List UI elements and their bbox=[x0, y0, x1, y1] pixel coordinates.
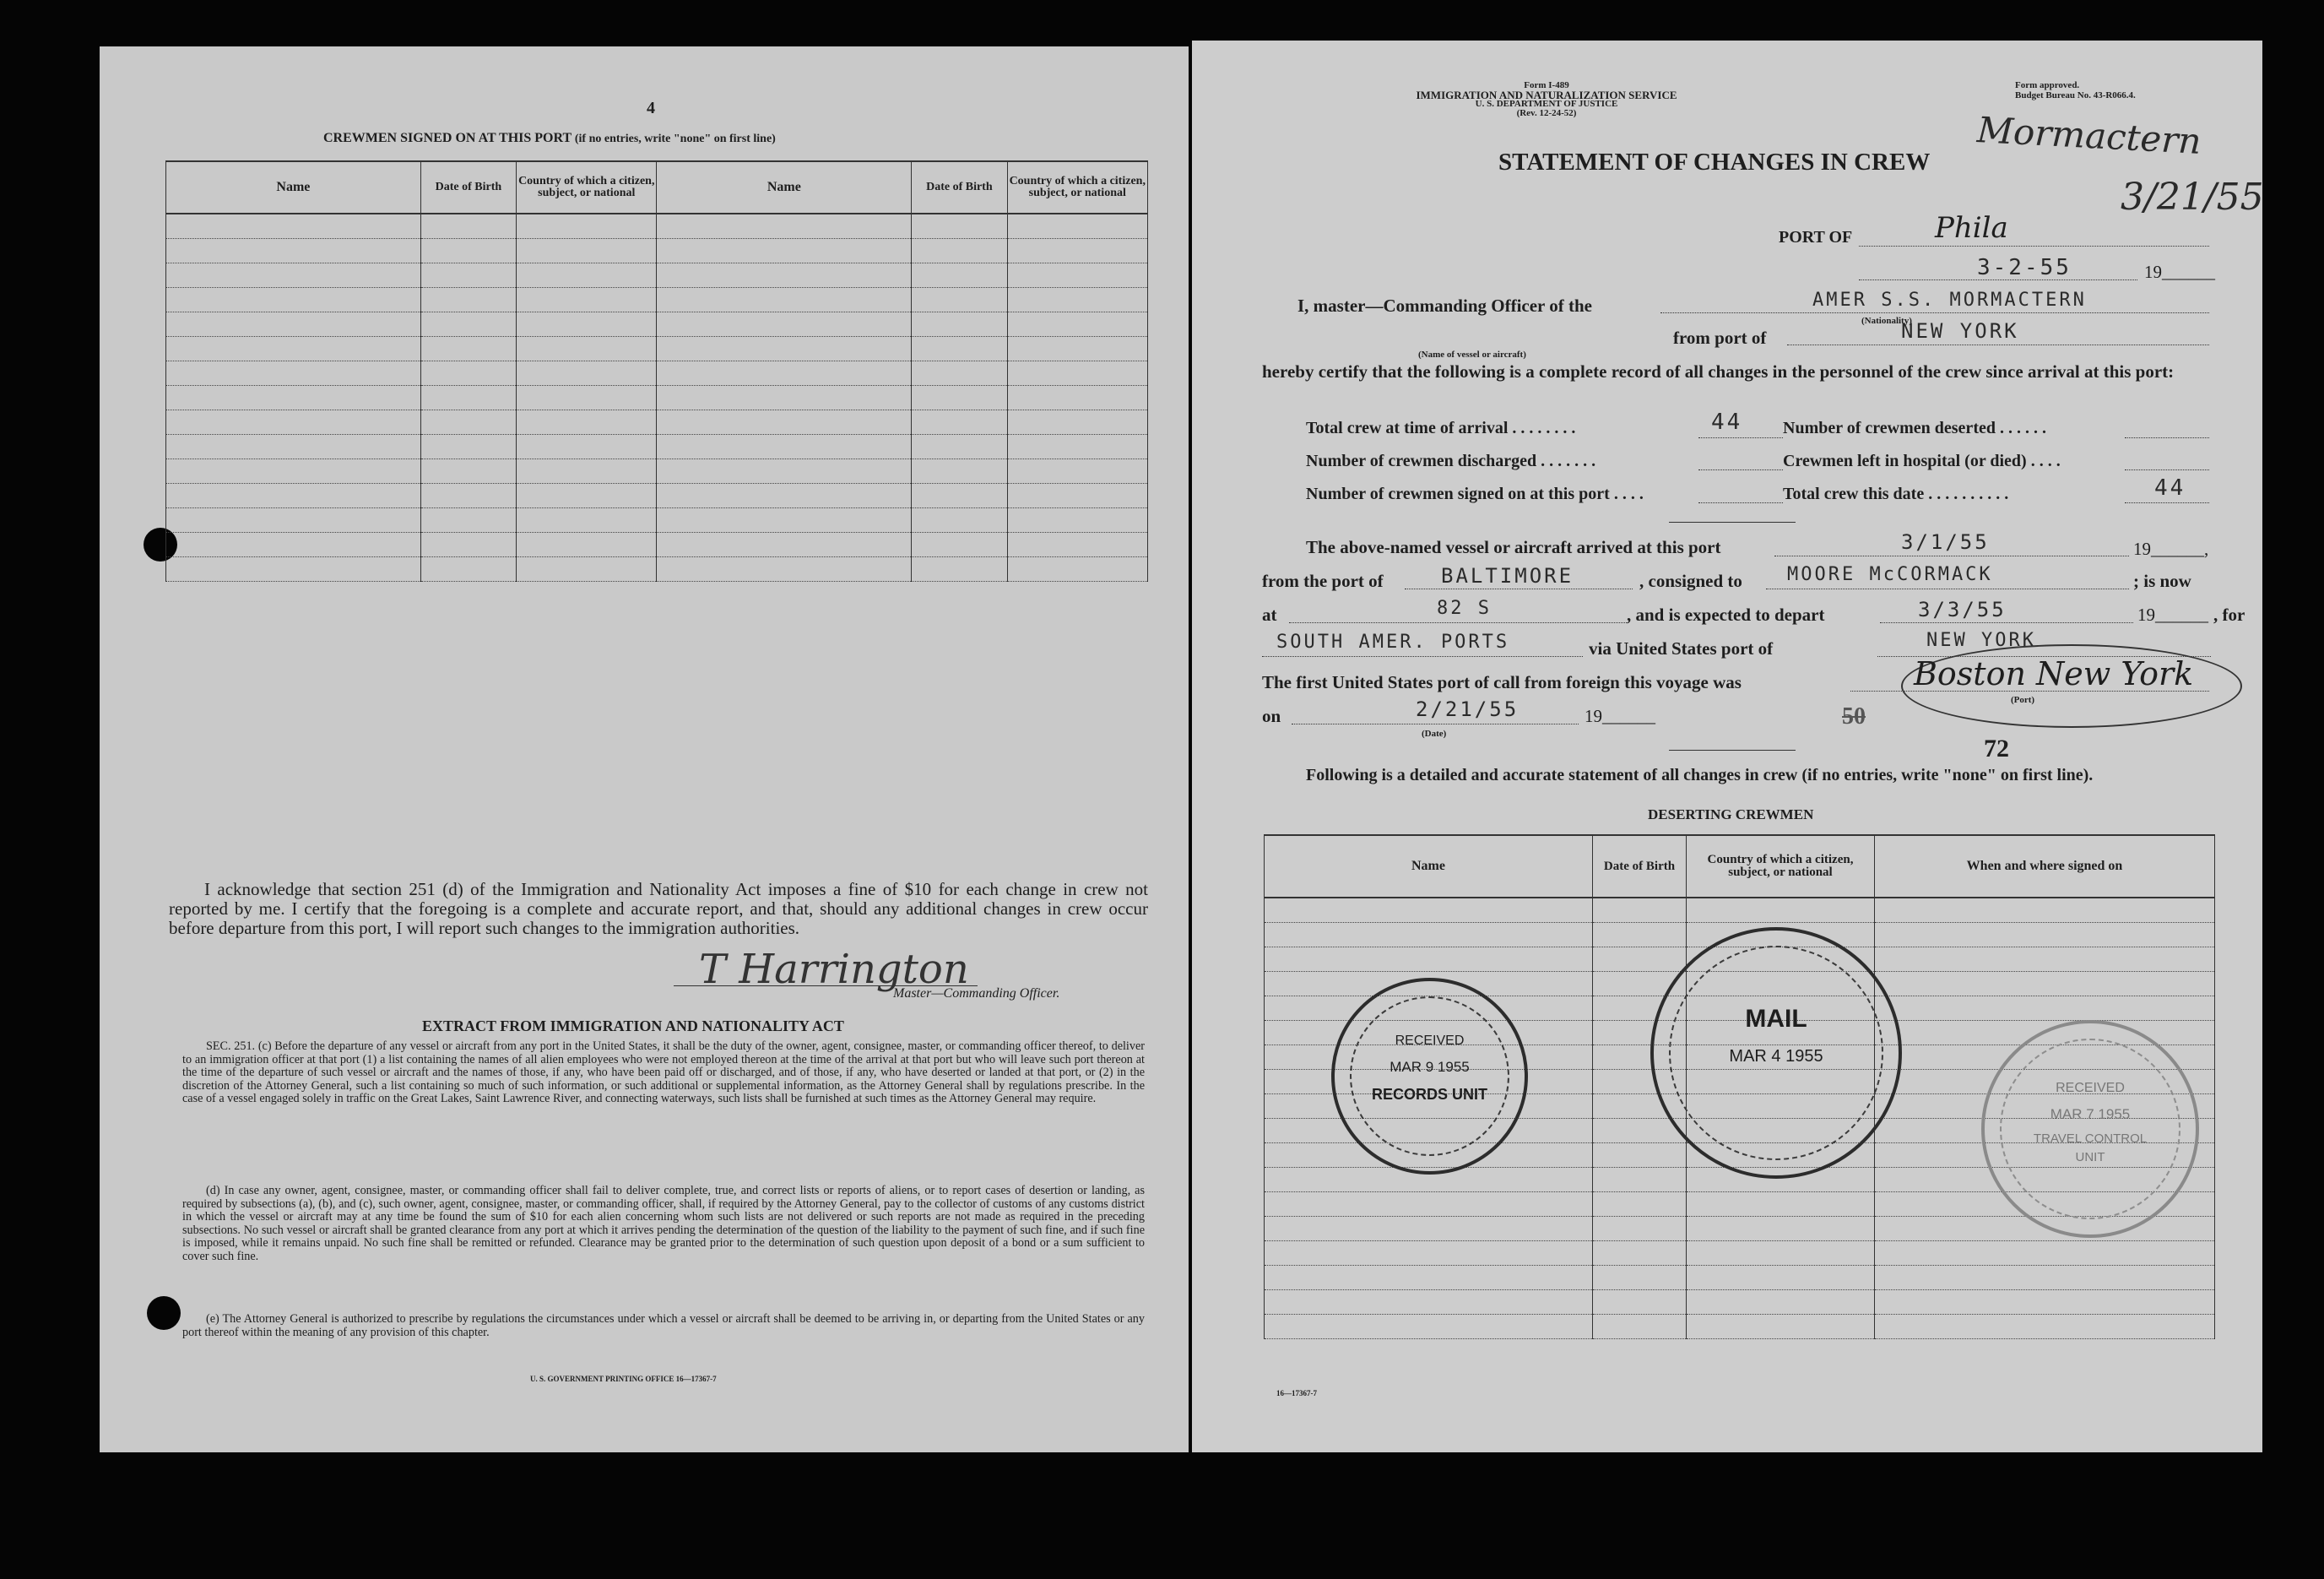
table-cell bbox=[1265, 1266, 1593, 1290]
hospital-text: Crewmen left in hospital (or died) bbox=[1783, 452, 2027, 470]
table-cell bbox=[1593, 923, 1687, 947]
certify-text: hereby certify that the following is a complete record of all changes in the personnel of the crew since arrival at this port: bbox=[1262, 361, 2175, 382]
table-cell bbox=[1593, 1217, 1687, 1241]
table-cell bbox=[657, 337, 912, 361]
vessel-value: AMER S.S. MORMACTERN bbox=[1812, 290, 2087, 311]
table-cell bbox=[166, 312, 421, 337]
table-row bbox=[1265, 1241, 2215, 1266]
table-cell bbox=[1265, 947, 1593, 972]
table-cell bbox=[420, 459, 516, 484]
extract-title: EXTRACT FROM IMMIGRATION AND NATIONALITY ACT bbox=[422, 1017, 844, 1034]
column-header: Date of Birth bbox=[912, 161, 1007, 214]
via-label: via United States port of bbox=[1589, 638, 1774, 659]
table-cell bbox=[1875, 996, 2215, 1021]
column-header: When and where signed on bbox=[1875, 835, 2215, 898]
column-header: Date of Birth bbox=[420, 161, 516, 214]
table-cell bbox=[1687, 1241, 1875, 1266]
discharged-line bbox=[1698, 469, 1783, 470]
column-header: Country of which a citizen, subject, or national bbox=[1007, 161, 1147, 214]
table-row bbox=[166, 288, 1148, 312]
table-cell bbox=[657, 459, 912, 484]
table-cell bbox=[912, 337, 1007, 361]
stamp-date: MAR 7 1955 bbox=[2050, 1106, 2131, 1122]
stamp-unit: UNIT bbox=[2075, 1150, 2105, 1164]
table-cell bbox=[1007, 361, 1147, 386]
table-cell bbox=[517, 288, 657, 312]
table-row bbox=[166, 410, 1148, 435]
table-cell bbox=[1687, 898, 1875, 923]
table-cell bbox=[1265, 923, 1593, 947]
on-value: 2/21/55 bbox=[1416, 697, 1520, 721]
at-line bbox=[1289, 622, 1627, 623]
is-now-label: ; is now bbox=[2133, 571, 2191, 591]
table-cell bbox=[517, 312, 657, 337]
section-251d: (d) In case any owner, agent, consignee, master, or commanding officer shall fail to deliver complete, true, and correct lists or reports of aliens, or to report cases of desertion or landing, as required by subsections (a), (b), and (c), such owner, agent, consignee, master, or commanding officer, shall, if required by the Attorney General, pay to the collector of customs of any customs district in which the vessel or aircraft may at any time be found the sum of $10 for each alien concerning whom such lists are not delivered or such reports are not made as required in the preceding subsections. No such vessel or aircraft shall be granted clearance from any port at which it arrives pending the determination of the question of the liability to the payment of such fine, and if such fine is imposed, while it remains unpaid. No such fine shall be remitted or refunded. Clearance may be granted prior to the determination of such question upon deposit of a bond or a sum sufficient to cover such fine. bbox=[182, 1184, 1145, 1263]
table-cell bbox=[517, 337, 657, 361]
table-cell bbox=[912, 361, 1007, 386]
table-cell bbox=[517, 435, 657, 459]
form-header bbox=[1395, 81, 1698, 118]
from-port-label: from port of bbox=[1673, 328, 1767, 348]
table-cell bbox=[912, 557, 1007, 582]
nineteen-text: 19 bbox=[1585, 706, 1602, 726]
stamp-date: MAR 9 1955 bbox=[1390, 1059, 1470, 1075]
arrived-value: 3/1/55 bbox=[1901, 530, 1990, 554]
table-cell bbox=[657, 557, 912, 582]
port-of-line bbox=[1859, 246, 2209, 247]
page-number: 4 bbox=[647, 99, 655, 117]
nineteen-text: 19 bbox=[2133, 539, 2151, 559]
discharged-label: Number of crewmen discharged . . . . . . . bbox=[1306, 452, 1596, 470]
punch-hole bbox=[147, 1296, 181, 1330]
from-port-value: NEW YORK bbox=[1901, 319, 2019, 343]
acknowledgement-text: I acknowledge that section 251 (d) of the Immigration and Nationality Act imposes a fine of $10 for each change in crew not reported by me. I certify that the foregoing is a complete and accurate report, and that, should any additional changes in crew occur before departure from this port, I will report such changes to the immigration authorities. bbox=[169, 879, 1148, 938]
table-cell bbox=[912, 386, 1007, 410]
table-cell bbox=[1875, 1290, 2215, 1315]
master-label: I, master—Commanding Officer of the bbox=[1297, 296, 1592, 316]
total-date-value: 44 bbox=[2154, 475, 2186, 501]
table-cell bbox=[912, 435, 1007, 459]
revision-date: (Rev. 12-24-52) bbox=[1516, 108, 1577, 118]
travel-control-stamp bbox=[1981, 1020, 2199, 1238]
table-cell bbox=[1265, 1241, 1593, 1266]
at-value: 82 S bbox=[1437, 598, 1492, 619]
table-cell bbox=[1687, 1217, 1875, 1241]
column-header: Name bbox=[657, 161, 912, 214]
crew-signed-on-table bbox=[165, 160, 1148, 582]
table-cell bbox=[517, 239, 657, 263]
table-row bbox=[166, 484, 1148, 508]
table-cell bbox=[420, 557, 516, 582]
table-cell bbox=[166, 533, 421, 557]
table-cell bbox=[420, 533, 516, 557]
port-of-value: Phila bbox=[1935, 211, 2008, 245]
table-cell bbox=[1593, 1315, 1687, 1339]
table-cell bbox=[1687, 1192, 1875, 1217]
form-approval bbox=[2015, 80, 2136, 100]
right-page bbox=[1192, 41, 2262, 1452]
table-cell bbox=[657, 214, 912, 239]
table-cell bbox=[912, 263, 1007, 288]
crew-table-title bbox=[323, 131, 776, 146]
via-value: NEW YORK bbox=[1926, 630, 2036, 651]
table-cell bbox=[1687, 1290, 1875, 1315]
table-cell bbox=[1593, 1266, 1687, 1290]
table-cell bbox=[1007, 263, 1147, 288]
table-row bbox=[1265, 898, 2215, 923]
depart-value: 3/3/55 bbox=[1918, 598, 2007, 621]
section-251c: SEC. 251. (c) Before the departure of any vessel or aircraft from any port in the United States, it shall be the duty of the owner, agent, consignee, master, or commanding officer thereof, to deliver to an immigration officer at that port (1) a list containing the names of all alien employees who were not employed thereon at the time of the arrival at that port but who will leave such port thereon at the time of the departure of such vessel or aircraft and the names of those, if any, who have been paid off or discharged, and of those, if any, who have deserted or landed at that port, or (2) in the discretion of the Attorney General, such a list containing so much of such information, or such additional or supplemental information, as the Attorney General shall by regulations prescribe. In the case of a vessel engaged solely in traffic on the Great Lakes, Saint Lawrence River, and connecting waterways, such lists shall be furnished at such times as the Attorney General may require. bbox=[182, 1039, 1145, 1105]
table-cell bbox=[420, 484, 516, 508]
table-cell bbox=[166, 557, 421, 582]
column-header: Date of Birth bbox=[1593, 835, 1687, 898]
table-cell bbox=[912, 533, 1007, 557]
table-cell bbox=[1875, 923, 2215, 947]
handwritten-ship-name: Mormactern bbox=[1975, 109, 2202, 162]
table-cell bbox=[517, 214, 657, 239]
column-header: Name bbox=[166, 161, 421, 214]
table-cell bbox=[166, 288, 421, 312]
table-cell bbox=[1265, 898, 1593, 923]
table-cell bbox=[166, 410, 421, 435]
table-row bbox=[1265, 1315, 2215, 1339]
budget-bureau-number: Budget Bureau No. 43-R066.4. bbox=[2015, 90, 2136, 100]
table-cell bbox=[912, 214, 1007, 239]
stamp-ring bbox=[2000, 1039, 2180, 1219]
table-cell bbox=[657, 263, 912, 288]
table-cell bbox=[912, 484, 1007, 508]
first-port-label: The first United States port of call from foreign this voyage was bbox=[1262, 672, 1742, 692]
signature-caption: Master—Commanding Officer. bbox=[893, 986, 1060, 1001]
table-cell bbox=[420, 386, 516, 410]
deserted-line bbox=[2125, 437, 2209, 438]
table-cell bbox=[1265, 1290, 1593, 1315]
table-cell bbox=[1593, 898, 1687, 923]
form-number: Form I-489 bbox=[1524, 80, 1569, 90]
table-cell bbox=[517, 263, 657, 288]
total-arrival-text: Total crew at time of arrival bbox=[1306, 419, 1509, 437]
table-cell bbox=[420, 410, 516, 435]
table-cell bbox=[657, 533, 912, 557]
table-cell bbox=[166, 361, 421, 386]
signed-on-text: Number of crewmen signed on at this port bbox=[1306, 485, 1610, 503]
table-cell bbox=[1007, 435, 1147, 459]
table-cell bbox=[657, 484, 912, 508]
table-cell bbox=[1265, 1192, 1593, 1217]
signature-text: T Harrington bbox=[699, 946, 969, 993]
table-cell bbox=[166, 459, 421, 484]
consigned-label: , consigned to bbox=[1639, 571, 1742, 591]
table-cell bbox=[420, 361, 516, 386]
column-header: Country of which a citizen, subject, or national bbox=[1687, 835, 1875, 898]
date-caption: (Date) bbox=[1422, 729, 1447, 739]
for-label: , for bbox=[2213, 605, 2245, 625]
table-cell bbox=[420, 435, 516, 459]
nationality-caption: (Nationality) bbox=[1861, 316, 1912, 326]
table-cell bbox=[1875, 947, 2215, 972]
table-cell bbox=[1007, 312, 1147, 337]
deserted-text: Number of crewmen deserted bbox=[1783, 419, 1996, 437]
table-cell bbox=[517, 410, 657, 435]
table-cell bbox=[1875, 1315, 2215, 1339]
table-cell bbox=[420, 239, 516, 263]
table-cell bbox=[1007, 410, 1147, 435]
divider bbox=[1669, 750, 1796, 751]
stamp-date: MAR 4 1955 bbox=[1729, 1047, 1823, 1066]
on-label: on bbox=[1262, 706, 1281, 726]
table-cell bbox=[1875, 1266, 2215, 1290]
table-cell bbox=[1875, 898, 2215, 923]
from-port2-label: from the port of bbox=[1262, 571, 1384, 591]
deserting-title: DESERTING CREWMEN bbox=[1648, 806, 1814, 822]
year-prefix: 19______ bbox=[2144, 262, 2215, 282]
table-cell bbox=[517, 533, 657, 557]
dest-line bbox=[1262, 656, 1583, 657]
column-header: Name bbox=[1265, 835, 1593, 898]
table-row bbox=[166, 386, 1148, 410]
table-cell bbox=[1007, 239, 1147, 263]
table-row bbox=[166, 435, 1148, 459]
struck-number: 50 bbox=[1842, 703, 1866, 730]
nineteen-text: 19 bbox=[2137, 605, 2155, 625]
nineteen-text: 19 bbox=[2144, 262, 2162, 282]
stamp-received: RECEIVED bbox=[2056, 1081, 2125, 1095]
left-page bbox=[100, 46, 1189, 1452]
table-cell bbox=[1593, 1192, 1687, 1217]
date-value: 3-2-55 bbox=[1977, 255, 2072, 280]
table-cell bbox=[657, 361, 912, 386]
table-cell bbox=[912, 239, 1007, 263]
table-row bbox=[166, 239, 1148, 263]
table-cell bbox=[657, 508, 912, 533]
column-header: Country of which a citizen, subject, or national bbox=[517, 161, 657, 214]
table-cell bbox=[1007, 214, 1147, 239]
table-cell bbox=[912, 508, 1007, 533]
table-cell bbox=[657, 312, 912, 337]
table-row bbox=[166, 361, 1148, 386]
divider bbox=[1669, 522, 1796, 523]
table-row bbox=[166, 508, 1148, 533]
table-cell bbox=[166, 386, 421, 410]
number-72: 72 bbox=[1984, 735, 2009, 762]
table-cell bbox=[912, 288, 1007, 312]
table-cell bbox=[166, 239, 421, 263]
table-row bbox=[166, 459, 1148, 484]
table-cell bbox=[1007, 386, 1147, 410]
crew-title-note: (if no entries, write "none" on first line) bbox=[574, 133, 776, 145]
table-cell bbox=[517, 361, 657, 386]
signed-on-label: Number of crewmen signed on at this port . . . . bbox=[1306, 485, 1644, 503]
records-unit-stamp bbox=[1331, 978, 1528, 1175]
table-cell bbox=[420, 337, 516, 361]
table-cell bbox=[657, 386, 912, 410]
table-cell bbox=[912, 459, 1007, 484]
table-cell bbox=[1007, 533, 1147, 557]
from-port2-value: BALTIMORE bbox=[1441, 564, 1574, 588]
department-name: U. S. DEPARTMENT OF JUSTICE bbox=[1475, 99, 1618, 109]
depart-year: 19______ bbox=[2137, 605, 2208, 625]
table-row bbox=[166, 312, 1148, 337]
agency-name: IMMIGRATION AND NATURALIZATION SERVICE bbox=[1416, 89, 1677, 101]
table-row bbox=[166, 533, 1148, 557]
first-port-value: Boston New York bbox=[1914, 655, 2194, 692]
footer-code: 16—17367-7 bbox=[1276, 1389, 1317, 1397]
table-cell bbox=[1007, 508, 1147, 533]
consigned-value: MOORE McCORMACK bbox=[1787, 564, 1993, 585]
total-arrival-line bbox=[1698, 437, 1783, 438]
total-date-text: Total crew this date bbox=[1783, 485, 1925, 503]
table-cell bbox=[420, 288, 516, 312]
table-cell bbox=[166, 337, 421, 361]
stamp-travel-control: TRAVEL CONTROL bbox=[2033, 1131, 2148, 1146]
table-row bbox=[166, 263, 1148, 288]
table-cell bbox=[657, 410, 912, 435]
table-cell bbox=[1007, 288, 1147, 312]
table-cell bbox=[912, 312, 1007, 337]
table-cell bbox=[166, 508, 421, 533]
mail-stamp bbox=[1650, 927, 1902, 1179]
table-row bbox=[166, 337, 1148, 361]
depart-label: , and is expected to depart bbox=[1627, 605, 1825, 625]
table-cell bbox=[1007, 557, 1147, 582]
table-cell bbox=[1265, 1217, 1593, 1241]
table-cell bbox=[517, 484, 657, 508]
table-cell bbox=[1593, 1290, 1687, 1315]
table-cell bbox=[420, 312, 516, 337]
table-cell bbox=[1265, 1315, 1593, 1339]
printer-line: U. S. GOVERNMENT PRINTING OFFICE 16—17367-7 bbox=[530, 1375, 717, 1383]
table-cell bbox=[166, 263, 421, 288]
table-cell bbox=[166, 484, 421, 508]
stamp-records-unit: RECORDS UNIT bbox=[1371, 1086, 1487, 1103]
depart-line bbox=[1880, 622, 2133, 623]
table-cell bbox=[1687, 1266, 1875, 1290]
approved-text: Form approved. bbox=[2015, 80, 2080, 90]
table-cell bbox=[1875, 1241, 2215, 1266]
crew-title-text: CREWMEN SIGNED ON AT THIS PORT bbox=[323, 131, 572, 145]
table-cell bbox=[166, 214, 421, 239]
arrived-label: The above-named vessel or aircraft arrived at this port bbox=[1306, 537, 1721, 557]
table-cell bbox=[517, 508, 657, 533]
table-cell bbox=[517, 459, 657, 484]
handwritten-date: 3/21/55 bbox=[2121, 176, 2264, 219]
table-cell bbox=[657, 288, 912, 312]
table-row bbox=[1265, 1290, 2215, 1315]
section-251e: (e) The Attorney General is authorized to prescribe by regulations the circumstances under which a vessel or aircraft shall be deemed to be arriving in, or departing from the United States or any port thereof within the meaning of any provision of this chapter. bbox=[182, 1312, 1145, 1339]
table-cell bbox=[517, 386, 657, 410]
table-cell bbox=[657, 435, 912, 459]
post-caption: (Port) bbox=[2011, 695, 2035, 705]
table-cell bbox=[1593, 1143, 1687, 1168]
table-row bbox=[166, 214, 1148, 239]
signed-on-line bbox=[1698, 502, 1783, 503]
hospital-line bbox=[2125, 469, 2209, 470]
following-text: Following is a detailed and accurate statement of all changes in crew (if no entries, write "none" on first line). bbox=[1306, 766, 2094, 784]
table-cell bbox=[1007, 337, 1147, 361]
on-year: 19______ bbox=[1585, 706, 1655, 726]
hospital-label: Crewmen left in hospital (or died) . . . . bbox=[1783, 452, 2061, 470]
arrived-year: 19______, bbox=[2133, 539, 2209, 559]
table-cell bbox=[1593, 947, 1687, 972]
total-arrival-label: Total crew at time of arrival . . . . . . . . bbox=[1306, 419, 1576, 437]
table-cell bbox=[166, 435, 421, 459]
vessel-line bbox=[1660, 312, 2209, 313]
table-cell bbox=[517, 557, 657, 582]
at-label: at bbox=[1262, 605, 1277, 625]
form-title: STATEMENT OF CHANGES IN CREW bbox=[1498, 149, 1931, 176]
table-cell bbox=[420, 508, 516, 533]
discharged-text: Number of crewmen discharged bbox=[1306, 452, 1537, 470]
stamp-received: RECEIVED bbox=[1395, 1034, 1465, 1048]
table-cell bbox=[420, 263, 516, 288]
table-cell bbox=[420, 214, 516, 239]
dest-value: SOUTH AMER. PORTS bbox=[1276, 632, 1510, 653]
total-arrival-value: 44 bbox=[1711, 410, 1743, 435]
table-cell bbox=[1687, 1315, 1875, 1339]
vessel-caption: (Name of vessel or aircraft) bbox=[1418, 350, 1526, 360]
table-cell bbox=[1007, 459, 1147, 484]
deserted-label: Number of crewmen deserted . . . . . . bbox=[1783, 419, 2046, 437]
table-row bbox=[166, 557, 1148, 582]
port-of-label: PORT OF bbox=[1779, 228, 1853, 247]
table-cell bbox=[1875, 972, 2215, 996]
table-cell bbox=[657, 239, 912, 263]
table-cell bbox=[1593, 1168, 1687, 1192]
table-cell bbox=[1593, 1241, 1687, 1266]
total-date-label: Total crew this date . . . . . . . . . . bbox=[1783, 485, 2009, 503]
total-date-line bbox=[2125, 502, 2209, 503]
stamp-mail: MAIL bbox=[1745, 1005, 1807, 1033]
stamp-ring bbox=[1350, 996, 1509, 1156]
table-cell bbox=[1007, 484, 1147, 508]
table-row bbox=[1265, 1266, 2215, 1290]
table-cell bbox=[912, 410, 1007, 435]
